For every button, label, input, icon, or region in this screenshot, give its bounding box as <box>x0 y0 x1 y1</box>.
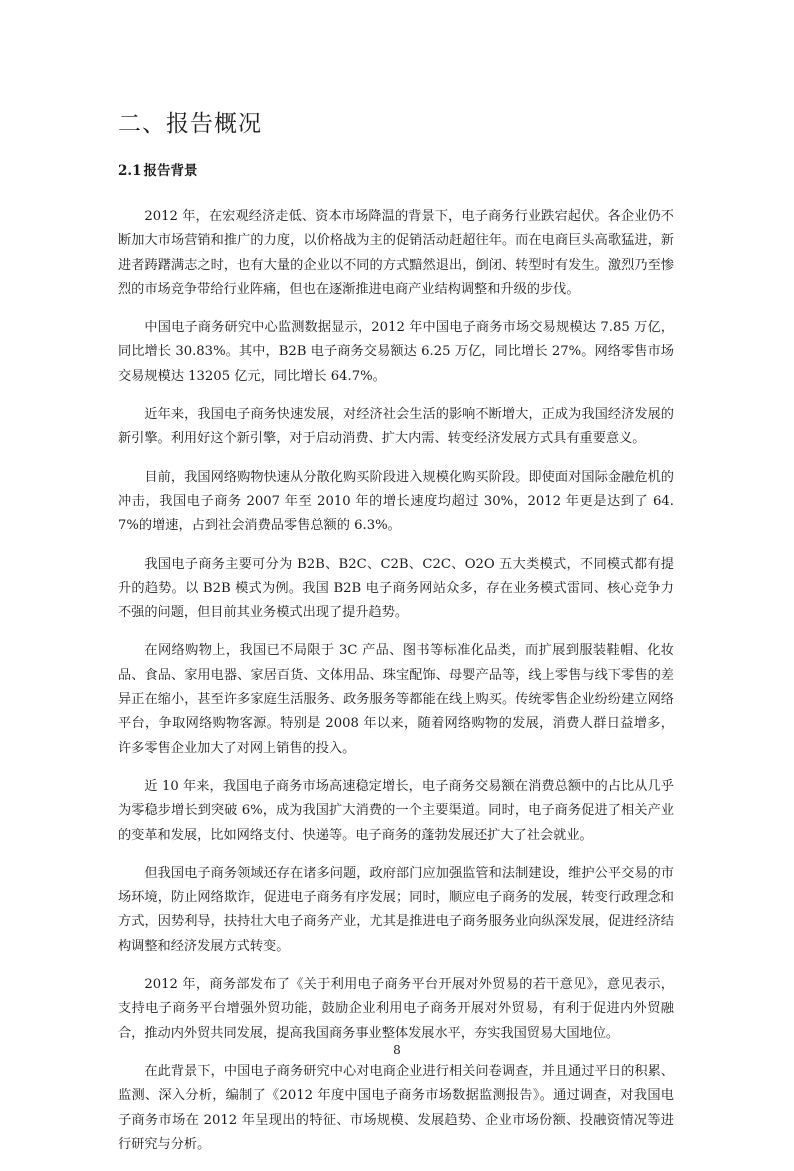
section-title: 报告背景 <box>143 163 198 179</box>
page-number: 8 <box>393 1043 401 1057</box>
paragraph: 2012 年，在宏观经济走低、资本市场降温的背景下，电子商务行业跌宕起伏。各企业仍不断加大市场营销和推广的力度，以价格战为主的促销活动赶超往年。而在电商巨头高歌猛进，新进者踌躇满志之时，也有大量的企业以不同的方式黯然退出，倒闭、转型时有发生。激烈乃至惨烈的市场竞争带给行业阵痛，但也在逐渐推进电商产业结构调整和升级的步伐。 <box>118 209 674 297</box>
paragraph: 我国电子商务主要可分为 B2B、B2C、C2B、C2C、O2O 五大类模式，不同模式都有提升的趋势。以 B2B 模式为例。我国 B2B 电子商务网站众多，存在业务模式雷同、核心竞争力不强的问题，但目前其业务模式出现了提升趋势。 <box>118 556 674 621</box>
body-text <box>118 205 674 1171</box>
chapter-title: 二、报告概况 <box>118 111 262 137</box>
paragraph: 但我国电子商务领域还存在诸多问题，政府部门应加强监管和法制建设，维护公平交易的市场环境，防止网络欺诈，促进电子商务有序发展；同时，顺应电子商务的发展，转变行政理念和方式，因势利导，扶持壮大电子商务产业，尤其是推进电子商务服务业向纵深发展，促进经济结构调整和经济发展方式转变。 <box>118 865 674 954</box>
section-number: 2.1 <box>118 163 142 179</box>
paragraph: 近年来，我国电子商务快速发展，对经济社会生活的影响不断增大，正成为我国经济发展的新引擎。利用好这个新引擎，对于启动消费、扩大内需、转变经济发展方式具有重要意义。 <box>118 407 674 447</box>
paragraph: 目前，我国网络购物快速从分散化购买阶段进入规模化购买阶段。即使面对国际金融危机的冲击，我国电子商务 2007 年至 2010 年的增长速度均超过 30%，2012 年更是达到了 64.7%的增速，占到社会消费品零售总额的 6.3%。 <box>118 469 674 534</box>
paragraph: 中国电子商务研究中心监测数据显示，2012 年中国电子商务市场交易规模达 7.85 万亿，同比增长 30.83%。其中，B2B 电子商务交易额达 6.25 万亿，同比增长 27%。网络零售市场交易规模达 13205 亿元，同比增长 64.7%。 <box>118 320 674 384</box>
paragraph: 在网络购物上，我国已不局限于 3C 产品、图书等标准化品类，而扩展到服装鞋帽、化妆品、食品、家用电器、家居百货、文体用品、珠宝配饰、母婴产品等，线上零售与线下零售的差异正在缩小，甚至许多家庭生活服务、政务服务等都能在线上购买。传统零售企业纷纷建立网络平台，争取网络购物客源。特别是 2008 年以来，随着网络购物的发展，消费人群日益增多，许多零售企业加大了对网上销售的投入。 <box>118 643 674 756</box>
section-heading <box>118 160 198 182</box>
paragraph: 2012 年，商务部发布了《关于利用电子商务平台开展对外贸易的若干意见》，意见表示，支持电子商务平台增强外贸功能，鼓励企业利用电子商务开展对外贸易，有利于促进内外贸融合，推动内外贸共同发展，提高我国商务事业整体发展水平，夯实我国贸易大国地位。 <box>118 977 674 1041</box>
paragraph: 近 10 年来，我国电子商务市场高速稳定增长，电子商务交易额在消费总额中的占比从几乎为零稳步增长到突破 6%，成为我国扩大消费的一个主要渠道。同时，电子商务促进了相关产业的变革和发展，比如网络支付、快递等。电子商务的蓬勃发展还扩大了社会就业。 <box>118 778 674 843</box>
paragraph: 在此背景下，中国电子商务研究中心对电商企业进行相关问卷调查，并且通过平日的积累、监测、深入分析，编制了《2012 年度中国电子商务市场数据监测报告》。通过调查，对我国电子商务市场在 2012 年呈现出的特征、市场规模、发展趋势、企业市场份额、投融资情况等进行研究与分析。 <box>118 1063 674 1152</box>
